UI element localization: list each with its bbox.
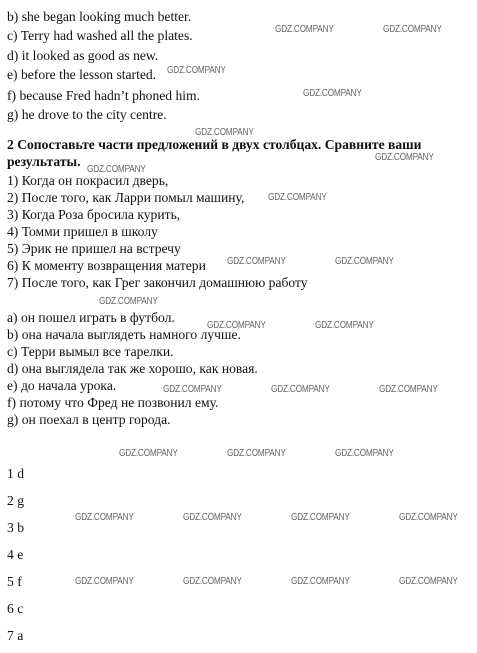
- english-option-f: f) because Fred hadn’t phoned him.: [7, 88, 201, 103]
- answer-7: 7 a: [7, 628, 24, 643]
- answer-4: 4 e: [7, 547, 24, 562]
- watermark: GDZ.COMPANY: [99, 296, 158, 307]
- sentence-end-d: d) она выглядела так же хорошо, как новая.: [7, 361, 258, 376]
- watermark: GDZ.COMPANY: [167, 65, 226, 76]
- watermark: GDZ.COMPANY: [315, 320, 374, 331]
- watermark: GDZ.COMPANY: [75, 512, 134, 523]
- watermark: GDZ.COMPANY: [87, 164, 146, 175]
- english-option-e: e) before the lesson started.: [7, 67, 157, 82]
- watermark: GDZ.COMPANY: [271, 384, 330, 395]
- watermark: GDZ.COMPANY: [227, 448, 286, 459]
- sentence-end-f: f) потому что Фред не позвонил ему.: [7, 395, 219, 410]
- watermark: GDZ.COMPANY: [268, 192, 327, 203]
- watermark: GDZ.COMPANY: [303, 88, 362, 99]
- english-option-g: g) he drove to the city centre.: [7, 107, 167, 122]
- task2-heading: 2 Сопоставьте части предложений в двух столбцах. Сравните ваши результаты.: [7, 137, 422, 169]
- english-option-d: d) it looked as good as new.: [7, 48, 159, 63]
- sentence-start-7: 7) После того, как Грег закончил домашнюю работу: [7, 275, 308, 290]
- watermark: GDZ.COMPANY: [291, 576, 350, 587]
- english-option-b: b) she began looking much better.: [7, 9, 192, 24]
- answer-5: 5 f: [7, 574, 22, 589]
- sentence-end-g: g) он поехал в центр города.: [7, 412, 171, 427]
- sentence-start-3: 3) Когда Роза бросила курить,: [7, 207, 181, 222]
- watermark: GDZ.COMPANY: [399, 512, 458, 523]
- sentence-end-a: a) он пошел играть в футбол.: [7, 310, 175, 325]
- watermark: GDZ.COMPANY: [383, 24, 442, 35]
- watermark: GDZ.COMPANY: [163, 384, 222, 395]
- sentence-start-2: 2) После того, как Ларри помыл машину,: [7, 190, 245, 205]
- answer-2: 2 g: [7, 493, 24, 508]
- sentence-start-4: 4) Томми пришел в школу: [7, 224, 158, 239]
- answer-6: 6 c: [7, 601, 24, 616]
- watermark: GDZ.COMPANY: [183, 512, 242, 523]
- watermark: GDZ.COMPANY: [227, 256, 286, 267]
- watermark: GDZ.COMPANY: [183, 576, 242, 587]
- sentence-end-e: e) до начала урока.: [7, 378, 117, 393]
- answer-1: 1 d: [7, 466, 24, 481]
- watermark: GDZ.COMPANY: [75, 576, 134, 587]
- sentence-start-1: 1) Когда он покрасил дверь,: [7, 173, 169, 188]
- english-option-c: c) Terry had washed all the plates.: [7, 28, 193, 43]
- sentence-start-6: 6) К моменту возвращения матери: [7, 258, 206, 273]
- watermark: GDZ.COMPANY: [335, 256, 394, 267]
- watermark: GDZ.COMPANY: [399, 576, 458, 587]
- watermark: GDZ.COMPANY: [291, 512, 350, 523]
- sentence-end-c: c) Терри вымыл все тарелки.: [7, 344, 174, 359]
- sentence-start-5: 5) Эрик не пришел на встречу: [7, 241, 181, 256]
- sentence-end-b: b) она начала выглядеть намного лучше.: [7, 327, 241, 342]
- watermark: GDZ.COMPANY: [379, 384, 438, 395]
- answer-3: 3 b: [7, 520, 24, 535]
- watermark: GDZ.COMPANY: [375, 152, 434, 163]
- watermark: GDZ.COMPANY: [335, 448, 394, 459]
- watermark: GDZ.COMPANY: [195, 127, 254, 138]
- watermark: GDZ.COMPANY: [275, 24, 334, 35]
- watermark: GDZ.COMPANY: [207, 320, 266, 331]
- watermark: GDZ.COMPANY: [119, 448, 178, 459]
